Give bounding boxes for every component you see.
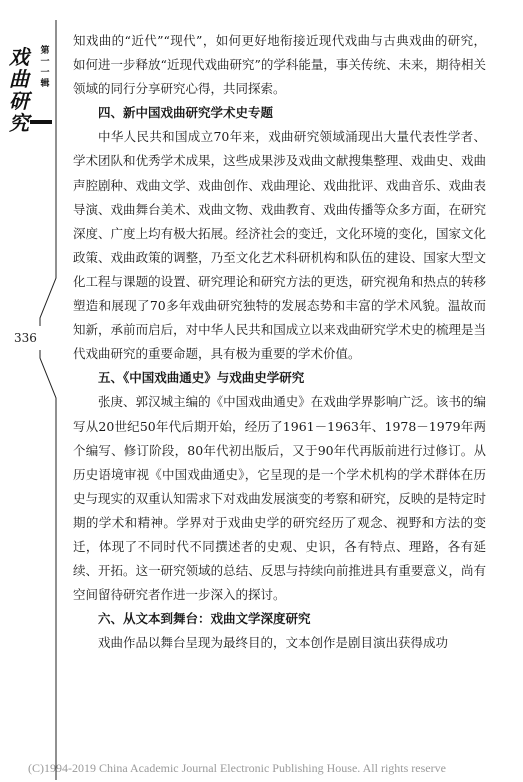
sidebar-bracket-line: [0, 0, 70, 782]
section-heading-6: 六、从文本到舞台：戏曲文学深度研究: [98, 611, 311, 627]
paragraph-section-6: 戏曲作品以舞台呈现为最终目的，文本创作是剧目演出获得成功: [98, 635, 449, 651]
journal-title-char: 戏: [9, 45, 29, 69]
issue-char: 辑: [40, 79, 50, 89]
paragraph-section-4: 中华人民共和国成立70年来，戏曲研究领域涌现出大量代表性学者、学术团队和优秀学术成果，这些成果涉及戏曲文献搜集整理、戏曲史、戏曲声腔剧种、戏曲文学、戏曲创作、戏曲理论、戏曲批评、戏曲音乐、戏曲表导演、戏曲舞台美术、戏曲文物、戏曲教育、戏曲传播等众多方面，在研究深度、广度上均有极大拓展。经济社会的变迁，文化环境的变化，国家文化政策、戏曲政策的调整，乃至文化艺术科研机构和队伍的建设、国家大型文化工程与课题的设置、研究理论和研究方法的更迭，研究视角和热点的转移塑造和展现了70多年戏曲研究独特的发展态势和丰富的学术风貌。温故而知新，承前而启后，对中华人民共和国成立以来戏曲研究学术史的梳理是当代戏曲研究的重要命题，具有极为重要的学术价值。: [73, 129, 486, 362]
journal-title-char: 曲: [9, 67, 29, 91]
article-body: [73, 29, 486, 655]
issue-char: 第: [40, 46, 50, 56]
journal-title-char: 究: [9, 111, 29, 135]
journal-title-char: 研: [9, 89, 29, 113]
paragraph-intro: 知戏曲的“近代”“现代”，如何更好地衔接近现代戏曲与古典戏曲的研究，如何进一步释放“近现代戏曲研究”的学科能量，事关传统、未来，期待相关领域的同行分享研究心得，共同探索。: [73, 33, 486, 97]
issue-char: 一: [40, 68, 50, 78]
issue-char: 一: [40, 57, 50, 67]
paragraph-section-5: 张庚、郭汉城主编的《中国戏曲通史》在戏曲学界影响广泛。该书的编写从20世纪50年代后期开始，经历了1961－1963年、1978－1979年两个编写、修订阶段，80年代初出版后，又于90年代再版前进行过修订。从历史语境审视《中国戏曲通史》，它呈现的是一个学术机构的学术群体在历史与现实的双重认知需求下对戏曲发展演变的考察和研究，反映的是特定时期的学术和精神。学界对于戏曲史学的研究经历了观念、视野和方法的变迁，体现了不同时代不同撰述者的史观、史识，各有特点、理路，各有延续、开拓。这一研究领域的总结、反思与持续向前推进具有重要意义，尚有空间留待研究者作进一步深入的探讨。: [73, 394, 486, 603]
copyright-footer: (C)1994-2019 China Academic Journal Electronic Publishing House. All rights reserve: [28, 761, 446, 775]
section-heading-5: 五、《中国戏曲通史》与戏曲史学研究: [98, 370, 305, 386]
page-number: 336: [14, 331, 37, 345]
section-heading-4: 四、新中国戏曲研究学术史专题: [98, 105, 274, 121]
sidebar: [0, 0, 70, 782]
